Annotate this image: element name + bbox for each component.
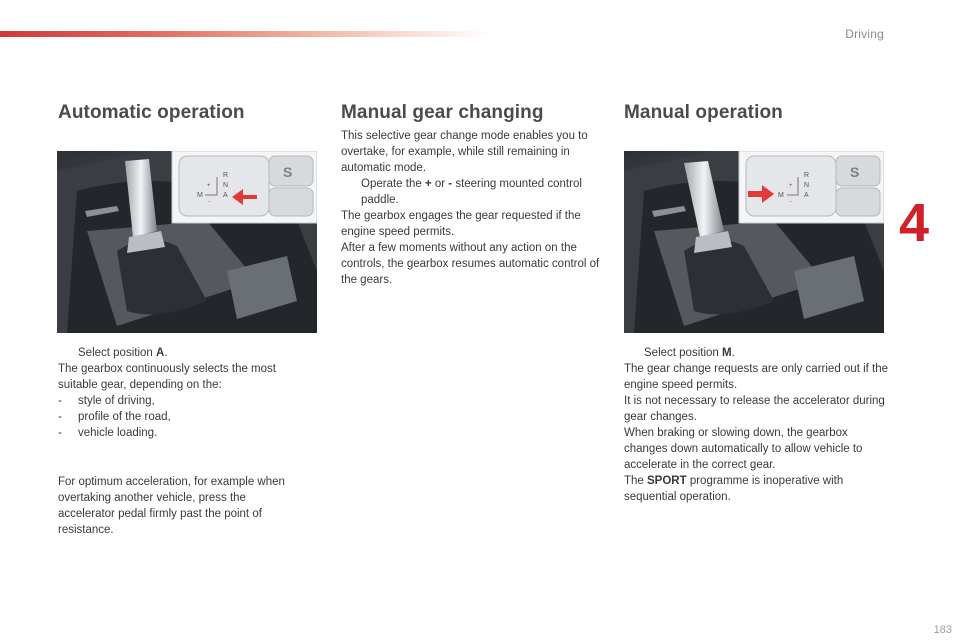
list-item: - style of driving,: [58, 395, 155, 407]
list-item: - profile of the road,: [58, 411, 171, 423]
inset-label-plus: +: [789, 183, 793, 189]
header-accent-bar: [0, 31, 490, 37]
chapter-number: 4: [899, 193, 930, 253]
column-manual-gear-text: [341, 128, 606, 288]
inset-label-m: M: [778, 192, 784, 199]
inset-label-m: M: [197, 192, 203, 199]
automatic-para-2: For optimum acceleration, for example when overtaking another vehicle, press the accelerator pedal firmly past the point of resistance.: [58, 476, 285, 536]
column-automatic-text: [58, 345, 303, 441]
manual-operation-para-2: It is not necessary to release the accelerator during gear changes.: [624, 395, 885, 423]
position-a: A: [156, 347, 165, 359]
column-automatic-note: [58, 474, 303, 538]
inset-label-minus: -: [790, 199, 792, 205]
bullet-select-m: Select position M.: [644, 347, 735, 359]
automatic-para-1: The gearbox continuously selects the most suitable gear, depending on the:: [58, 363, 276, 391]
heading-manual-operation: Manual operation: [624, 102, 783, 123]
inset-label-a: A: [804, 192, 809, 199]
inset-label-s: S: [850, 164, 860, 180]
manual-gear-para-3: After a few moments without any action on the controls, the gearbox resumes automatic control of the gears.: [341, 242, 600, 286]
manual-operation-para-4: The SPORT programme is inoperative with sequential operation.: [624, 475, 844, 503]
inset-label-n: N: [223, 182, 229, 189]
gear-selector-photo-automatic: [57, 151, 317, 333]
sport-label: SPORT: [647, 475, 687, 487]
inset-label-minus: -: [208, 199, 210, 205]
manual-gear-para-2: The gearbox engages the gear requested if the engine speed permits.: [341, 210, 581, 238]
page-number: 183: [933, 624, 952, 636]
manual-gear-para-1: This selective gear change mode enables you to overtake, for example, while still remaining in automatic mode.: [341, 130, 588, 174]
manual-operation-para-3: When braking or slowing down, the gearbox changes down automatically to allow vehicle to accelerate in the correct gear.: [624, 427, 863, 471]
manual-operation-para-1: The gear change requests are only carried out if the engine speed permits.: [624, 363, 889, 391]
heading-manual-gear-changing: Manual gear changing: [341, 102, 544, 123]
gear-selector-photo-manual: [624, 151, 884, 333]
inset-label-r: R: [223, 172, 229, 179]
inset-label-s: S: [283, 164, 293, 180]
section-title: Driving: [845, 27, 884, 41]
list-item: - vehicle loading.: [58, 427, 158, 439]
column-manual-operation-text: [624, 345, 889, 505]
inset-label-a: A: [223, 192, 228, 199]
heading-automatic-operation: Automatic operation: [58, 102, 245, 123]
inset-label-plus: +: [207, 183, 211, 189]
bullet-operate-paddle: Operate the + or - steering mounted control paddle.: [361, 178, 582, 206]
inset-label-n: N: [804, 182, 810, 189]
plus-symbol: +: [424, 178, 432, 190]
minus-symbol: -: [448, 178, 453, 190]
inset-label-r: R: [804, 172, 810, 179]
bullet-select-a: Select position A.: [78, 347, 168, 359]
position-m: M: [722, 347, 732, 359]
